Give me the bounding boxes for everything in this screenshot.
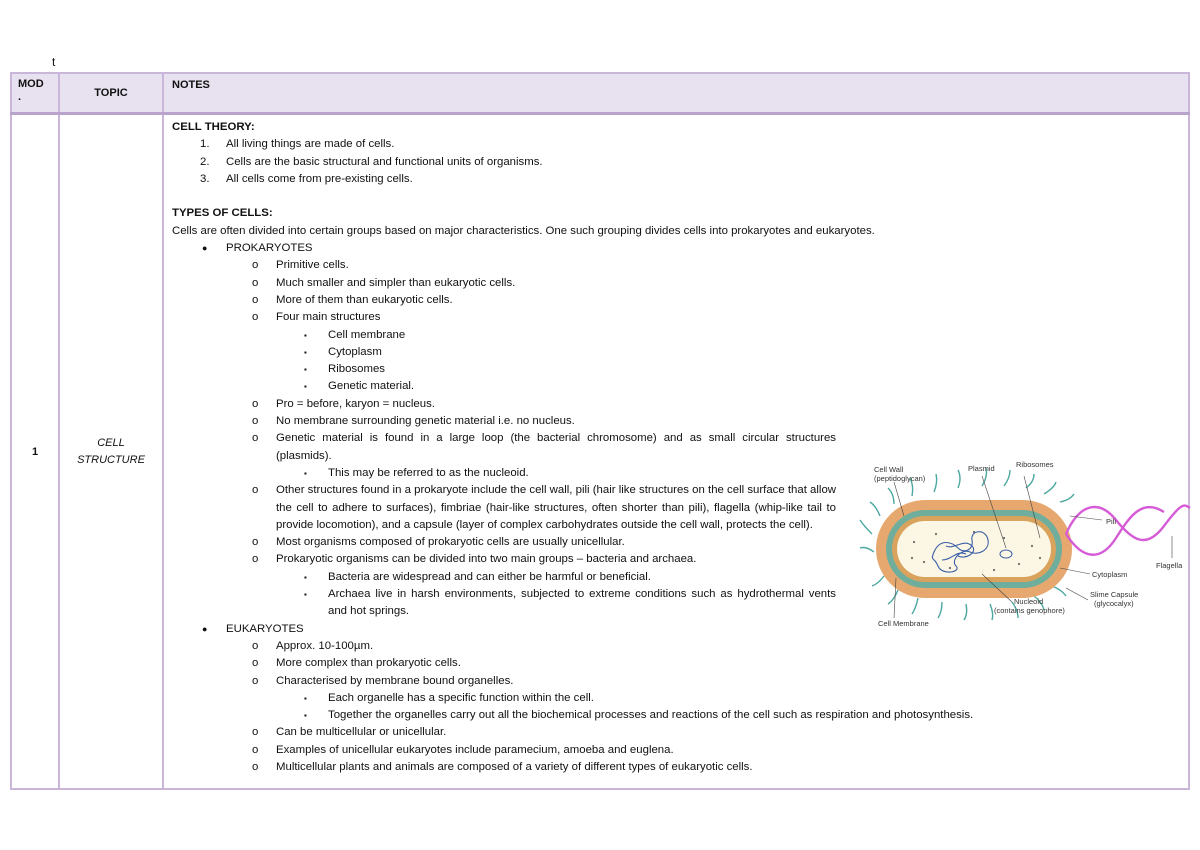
list-item: o No membrane surrounding genetic material i.e. no nucleus.	[252, 415, 575, 428]
list-item: o Prokaryotic organisms can be divided into two main groups – bacteria and archaea.	[252, 553, 697, 566]
header-notes: NOTES	[163, 73, 1189, 114]
label-cell-membrane: Cell Membrane	[878, 619, 929, 628]
prokaryote-diagram	[854, 442, 1194, 632]
label-peptidoglycan: (peptidoglycan)	[874, 474, 926, 483]
label-slime-capsule: Slime Capsule	[1090, 590, 1139, 599]
list-item: o Can be multicellular or unicellular.	[252, 726, 447, 739]
label-pili: Pili	[1106, 517, 1117, 526]
list-item: 3. All cells come from pre-existing cells.	[200, 172, 413, 185]
table-row	[11, 114, 1189, 790]
list-item: ▪ Genetic material.	[304, 380, 415, 393]
list-item: o More complex than prokaryotic cells.	[252, 657, 461, 670]
list-item: o Examples of unicellular eukaryotes include paramecium, amoeba and euglena.	[252, 743, 674, 756]
label-nucleoid: Nucleoid	[1014, 597, 1044, 606]
table-header-row	[11, 73, 1189, 114]
notes-table	[10, 72, 1190, 790]
label-cytoplasm: Cytoplasm	[1092, 570, 1128, 579]
label-ribosomes: Ribosomes	[1016, 460, 1054, 469]
types-intro: Cells are often divided into certain groups based on major characteristics. One such grouping divides cells into prokaryotes and eukaryotes.	[172, 224, 875, 237]
prokaryotes-heading: ● PROKARYOTES	[202, 242, 313, 255]
eukaryotes-heading: ● EUKARYOTES	[202, 622, 304, 635]
list-item: o More of them than eukaryotic cells.	[252, 293, 453, 306]
list-item: o Primitive cells.	[252, 259, 349, 272]
header-topic: TOPIC	[59, 73, 163, 114]
list-item: ▪ This may be referred to as the nucleoid.	[304, 466, 529, 479]
list-item: ▪ Cytoplasm	[304, 345, 382, 358]
flagella-tail	[1066, 506, 1190, 555]
header-mod: MOD .	[11, 73, 59, 114]
list-item: o Approx. 10-100µm.	[252, 639, 374, 652]
list-item: o Most organisms composed of prokaryotic cells are usually unicellular.	[252, 536, 625, 549]
stray-mark: t	[52, 55, 56, 69]
list-item: o Pro = before, karyon = nucleus.	[252, 397, 435, 410]
list-item: ▪ Archaea live in harsh environments, subjected to extreme conditions such as hydrothermal vents and hot springs.	[304, 588, 836, 618]
label-glycocalyx: (glycocalyx)	[1094, 599, 1134, 608]
list-item: 1. All living things are made of cells.	[200, 138, 395, 151]
list-item: 2. Cells are the basic structural and functional units of organisms.	[200, 155, 543, 168]
list-item: o Four main structures	[252, 311, 381, 324]
cell-theory-heading: CELL THEORY:	[172, 121, 255, 133]
label-flagella: Flagella	[1156, 561, 1183, 570]
list-item: o Multicellular plants and animals are composed of a variety of different types of eukaryotic cells.	[252, 760, 753, 773]
list-item: o Much smaller and simpler than eukaryotic cells.	[252, 276, 516, 289]
list-item: o Characterised by membrane bound organelles.	[252, 674, 514, 687]
topic-cell: CELL STRUCTURE	[59, 114, 163, 790]
list-item: ▪ Together the organelles carry out all the biochemical processes and reactions of the cell such as respiration and photosynthesis.	[304, 709, 974, 722]
list-item: o Genetic material is found in a large loop (the bacterial chromosome) and as small circular structures (plasmids).	[252, 432, 836, 462]
list-item: ▪ Bacteria are widespread and can either be harmful or beneficial.	[304, 570, 651, 583]
module-number: 1	[11, 114, 59, 790]
list-item: ▪ Cell membrane	[304, 328, 406, 341]
label-cell-wall: Cell Wall	[874, 465, 904, 474]
list-item: ▪ Ribosomes	[304, 363, 385, 376]
list-item: ▪ Each organelle has a specific function within the cell.	[304, 691, 594, 704]
label-genophore: (contains genophore)	[994, 606, 1065, 615]
notes-cell	[163, 114, 1189, 790]
list-item: o Other structures found in a prokaryote include the cell wall, pili (hair like structures on the cell surface that allow the cell to adhere to surfaces), fimbriae (hair-like structures, often shorter than pili), flagella (whip-like tail to provide locomotion), and a capsule (layer of complex carbohydrates outside the cell wall, protects the cell).	[252, 484, 836, 531]
types-heading: TYPES OF CELLS:	[172, 207, 273, 220]
label-plasmid: Plasmid	[968, 464, 995, 473]
